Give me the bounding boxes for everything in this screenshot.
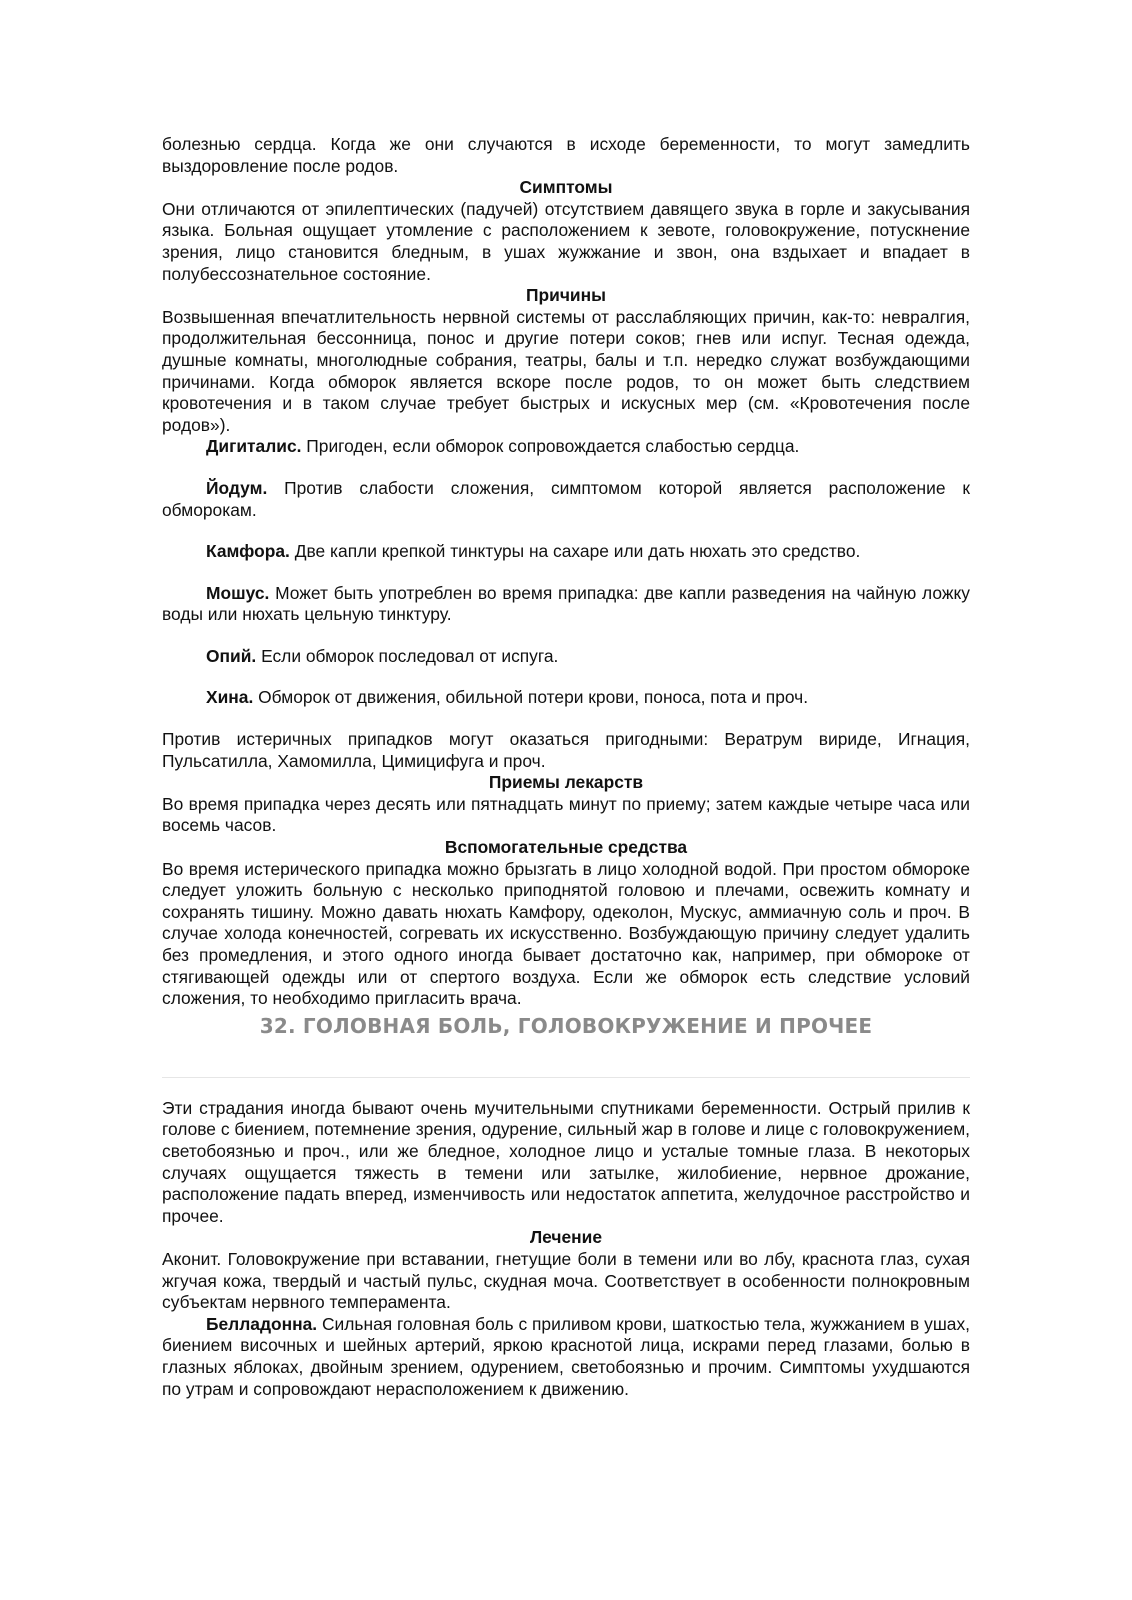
remedy-text: Может быть употреблен во время припадка: две капли разведения на чайную ложку воды или нюхать цельную тинктуру. — [162, 582, 970, 625]
remedy-name: Хина. — [206, 687, 254, 708]
remedy-name: Дигиталис. — [206, 436, 302, 457]
remedy-iodum — [162, 478, 970, 521]
remedy-moschus — [162, 583, 970, 626]
remedy-name: Камфора. — [206, 541, 290, 562]
remedy-text: Обморок от движения, обильной потери крови, поноса, пота и проч. — [253, 687, 809, 708]
chapter-divider — [162, 1077, 970, 1078]
intro-tail-paragraph: болезнью сердца. Когда же они случаются в исходе беременности, то могут замедлить выздоровление после родов. — [162, 134, 970, 176]
remedy-name: Опий. — [206, 645, 257, 666]
aconite-paragraph: Аконит. Головокружение при вставании, гнетущие боли в темени или во лбу, краснота глаз, сухая жгучая кожа, твердый и частый пульс, скудная моча. Соответствует в особенности полнокровным субъектам нервного темперамента. — [162, 1248, 970, 1313]
remedy-name: Мошус. — [206, 582, 270, 603]
remedy-text: Две капли крепкой тинктуры на сахаре или дать нюхать это средство. — [289, 541, 861, 562]
causes-paragraph: Возвышенная впечатлительность нервной системы от расслабляющих причин, как-то: невралгия, продолжительная бессонница, понос и другие потери соков; гнев или испуг. Тесная одежда, душные комнаты, многолюдные собрания, театры, балы и т.п. нередко служат возбуждающими причинами. Когда обморок является вскоре после родов, то он может быть следствием кровотечения и в таком случае требует быстрых и искусных мер (см. «Кровотечения после родов»). — [162, 306, 970, 435]
causes-heading: Причины — [526, 285, 606, 306]
dosage-heading: Приемы лекарств — [488, 772, 644, 793]
remedy-name: Белладонна. — [206, 1313, 318, 1334]
remedy-china — [162, 687, 970, 709]
remedy-text: Пригоден, если обморок сопровождается слабостью сердца. — [301, 436, 800, 457]
dosage-paragraph: Во время припадка через десять или пятнадцать минут по приему; затем каждые четыре часа или восемь часов. — [162, 793, 970, 836]
hysteric-note-paragraph: Против истеричных припадков могут оказаться пригодными: Вератрум вириде, Игнация, Пульсатилла, Хамомилла, Цимицифуга и проч. — [162, 729, 970, 771]
chapter-title: 32. ГОЛОВНАЯ БОЛЬ, ГОЛОВОКРУЖЕНИЕ И ПРОЧЕЕ — [259, 1013, 873, 1038]
auxiliary-paragraph: Во время истерического припадка можно брызгать в лицо холодной водой. При простом обмороке следует уложить больную с несколько приподнятой головою и плечами, освежить комнату и сохранять тишину. Можно давать нюхать Камфору, одеколон, Мускус, аммиачную соль и проч. В случае холода конечностей, согревать их искусственно. Возбуждающую причину следует удалить без промедления, и этого одного иногда бывает достаточно как, например, при обмороке от стягивающей одежды или от спертого воздуха. Если же обморок есть следствие условий сложения, то необходимо пригласить врача. — [162, 858, 970, 1009]
chapter-intro-paragraph: Эти страдания иногда бывают очень мучительными спутниками беременности. Острый прилив к голове с биением, потемнение зрения, одурение, сильный жар в голове и лице с головокружением, светобоязнью и проч., или же бледное, холодное лицо и усталые томные глаза. В некоторых случаях ощущается тяжесть в темени или затылке, жилобиение, нервное дрожание, расположение падать вперед, изменчивость или недостаток аппетита, желудочное расстройство и прочее. — [162, 1097, 970, 1226]
remedy-camphora — [162, 541, 970, 563]
remedy-opium — [162, 646, 970, 668]
remedy-digitalis — [162, 436, 970, 458]
remedy-belladonna — [162, 1314, 970, 1400]
remedy-text: Сильная головная боль с приливом крови, шаткостью тела, жужжанием в ушах, биением височных и шейных артерий, яркою краснотой лица, искрами перед глазами, болью в глазных яблоках, двойным зрением, одурением, светобоязнью и прочим. Симптомы ухудшаются по утрам и сопровождают нерасположением к движению. — [162, 1313, 970, 1399]
remedy-text: Против слабости сложения, симптомом которой является расположение к обморокам. — [162, 477, 970, 520]
remedy-name: Йодум. — [206, 477, 268, 498]
symptoms-heading: Симптомы — [519, 177, 613, 198]
symptoms-paragraph: Они отличаются от эпилептических (падучей) отсутствием давящего звука в горле и закусывания языка. Больная ощущает утомление с расположением к зевоте, головокружение, потускнение зрения, лицо становится бледным, в ушах жужжание и звон, она вздыхает и впадает в полубессознательное состояние. — [162, 198, 970, 284]
document-page — [162, 134, 970, 1400]
remedy-text: Если обморок последовал от испуга. — [256, 645, 559, 666]
auxiliary-heading: Вспомогательные средства — [444, 837, 688, 858]
treatment-heading: Лечение — [529, 1227, 603, 1248]
